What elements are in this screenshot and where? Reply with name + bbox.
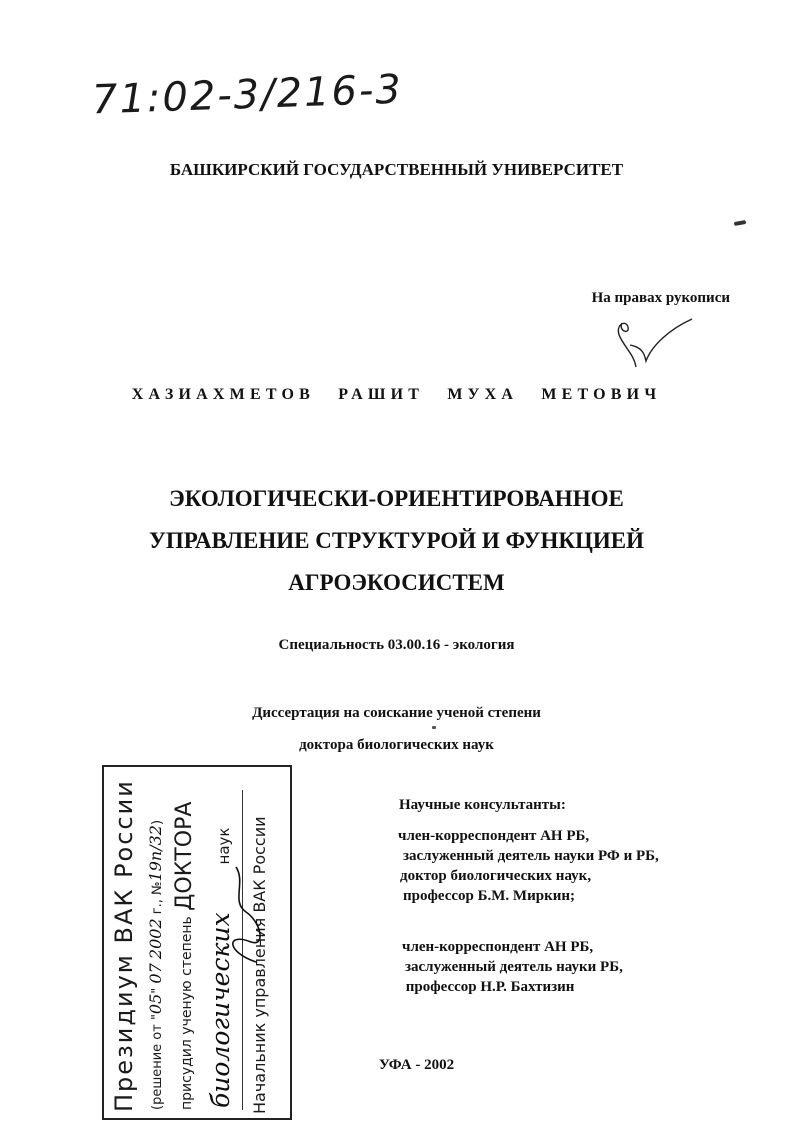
consultant-1-line: профессор Б.М. Миркин;	[403, 888, 576, 904]
stamp-decision-space	[150, 959, 165, 963]
stamp-head-of-department: Начальник управления ВАК России	[250, 816, 269, 1114]
consultant-2-line: профессор Н.Р. Бахтизин	[402, 979, 575, 995]
stamp-decision-day: 05	[146, 993, 165, 1015]
stamp-decision-close: )	[150, 819, 165, 826]
title-line-2: УПРАВЛЕНИЕ СТРУКТУРОЙ И ФУНКЦИЕЙ	[148, 528, 645, 553]
stamp-field-handwritten: биологических	[206, 912, 235, 1108]
manuscript-rights: На правах рукописи	[591, 290, 730, 306]
city-year: УФА - 2002	[378, 1057, 455, 1073]
stamp-awarded-degree: ДОКТОРА	[172, 801, 197, 911]
consultants-heading: Научные консультанты:	[399, 797, 566, 813]
vak-stamp	[102, 765, 292, 1120]
dissertation-title	[0, 478, 793, 604]
university-name: БАШКИРСКИЙ ГОСУДАРСТВЕННЫЙ УНИВЕРСИТЕТ	[169, 160, 624, 179]
specialty: Специальность 03.00.16 - экология	[278, 637, 515, 653]
consultant-1-line: заслуженный деятель науки РФ и РБ,	[403, 848, 659, 864]
consultant-2-line: заслуженный деятель науки РБ,	[405, 959, 623, 975]
consultant-1	[398, 826, 758, 906]
consultant-1-line: член-корреспондент АН РБ,	[398, 828, 590, 844]
author-signature	[600, 315, 700, 370]
dissertation-line-1: Диссертация на соискание ученой степени	[252, 705, 541, 721]
title-line-1: ЭКОЛОГИЧЕСКИ-ОРИЕНТИРОВАННОЕ	[169, 486, 624, 511]
stamp-decision	[146, 820, 165, 1110]
stamp-decision-no: г., №	[150, 881, 165, 919]
stamp-decision-quote: "	[150, 983, 165, 994]
stamp-decision-year: 2002	[146, 918, 165, 960]
consultant-1-line: доктор биологических наук,	[400, 868, 592, 884]
stamp-signature	[216, 852, 276, 972]
author-name: ХАЗИАХМЕТОВ РАШИТ МУХА МЕТОВИЧ	[131, 386, 662, 403]
stamp-presidium: Президиум ВАК России	[110, 779, 138, 1112]
stamp-field-suffix: наук	[215, 827, 233, 865]
vak-stamp-text	[104, 767, 294, 1122]
archive-number: 71:02-3/216-3	[91, 66, 404, 124]
stamp-decision-prefix: (решение от "	[150, 1014, 165, 1110]
title-line-3: АГРОЭКОСИСТЕМ	[288, 570, 505, 595]
ink-mark	[734, 220, 747, 226]
dissertation-line-2: доктора биологических наук	[299, 737, 494, 753]
consultant-2	[402, 937, 762, 997]
stamp-decision-month: 07	[146, 963, 165, 984]
stamp-awarded-prefix: присудил ученую степень	[179, 916, 195, 1110]
stamp-decision-number: 19п/32	[146, 825, 165, 882]
ink-mark	[432, 726, 436, 729]
stamp-awarded	[172, 802, 197, 1110]
consultant-2-line: член-корреспондент АН РБ,	[402, 939, 594, 955]
